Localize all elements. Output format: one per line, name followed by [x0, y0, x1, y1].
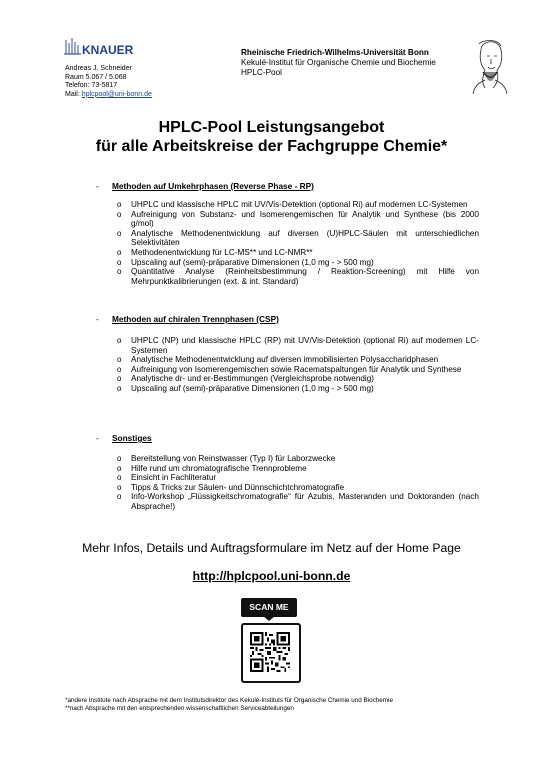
contact-name: Andreas J. Schneider — [65, 65, 132, 72]
section-heading-text: Sonstiges — [112, 433, 152, 443]
contact-block — [65, 65, 205, 99]
list-item-text: Aufreinigung von Substanz- und Isomerengemischen für Analytik und Synthese (bis 2000 g/mol) — [131, 209, 479, 229]
bullet: o — [117, 336, 122, 345]
section-heading-chiral-phase — [96, 314, 279, 324]
unit-name: HPLC-Pool — [241, 68, 282, 77]
bullet: o — [117, 482, 122, 492]
bullet: o — [117, 454, 122, 463]
contact-mail-line — [65, 91, 205, 100]
list-item-text: UHPLC und klassische HPLC mit UV/Vis-Detektion (optional Ri) auf modernen LC-Systemen — [131, 200, 468, 209]
contact-room: Raum 5.067 / 5.068 — [65, 73, 127, 81]
knauer-logo-text: KNAUER — [82, 43, 134, 57]
bullet: o — [117, 492, 122, 502]
footnote-2: **nach Absprache mit den entsprechenden wissenschaftlichen Serviceabteilungen — [65, 705, 294, 712]
misc-list — [117, 454, 479, 512]
bullet: o — [117, 209, 122, 219]
list-item — [117, 355, 479, 365]
reverse-phase-list — [117, 200, 479, 286]
contact-mail-link[interactable]: hplcpool@uni-bonn.de — [81, 90, 152, 98]
list-item-text: Tipps & Tricks zur Säulen- und Dünnschichtchromatografie — [131, 482, 345, 492]
list-item — [117, 267, 479, 286]
list-item — [117, 473, 479, 483]
chiral-phase-list — [117, 336, 479, 394]
bullet: o — [117, 355, 122, 365]
list-item — [117, 336, 479, 355]
list-item-text: Methodenentwicklung für LC-MS** und LC-NMR** — [131, 247, 313, 257]
bullet: o — [117, 383, 122, 393]
list-item-text: Hilfe rund um chromatografische Trennprobleme — [131, 463, 307, 473]
list-item — [117, 492, 479, 511]
bullet: o — [117, 247, 122, 257]
list-item — [117, 482, 479, 493]
bullet: o — [117, 374, 122, 384]
footnotes — [65, 697, 485, 713]
university-name: Rheinische Friedrich-Wilhelms-Universität Bonn — [241, 48, 429, 57]
section-dash: - — [96, 181, 99, 191]
homepage-link[interactable]: http://hplcpool.uni-bonn.de — [192, 569, 351, 583]
section-heading-text: Methoden auf chiralen Trennphasen (CSP) — [112, 314, 279, 324]
section-heading-text: Methoden auf Umkehrphasen (Reverse Phase - RP) — [112, 181, 314, 191]
bullet: o — [117, 473, 122, 483]
bullet: o — [117, 228, 122, 238]
list-item-text: Analytische dr- und er-Bestimmungen (Vergleichsprobe notwendig) — [131, 374, 375, 384]
more-info-text: Mehr Infos, Details und Auftragsformulare im Netz auf der Home Page — [82, 541, 461, 555]
title-line-1: HPLC-Pool Leistungsangebot — [158, 119, 385, 136]
scan-me-label: SCAN ME — [241, 598, 297, 617]
bullet: o — [117, 267, 122, 277]
institute-name: Kekulé-Institut für Organische Chemie und Biochemie — [241, 58, 436, 67]
qr-code-icon[interactable] — [250, 632, 290, 672]
list-item — [117, 228, 479, 248]
bullet: o — [117, 364, 122, 374]
list-item — [117, 463, 479, 474]
list-item-text: Upscaling auf (semi)-präparative Dimensionen (1,0 mg - > 500 mg) — [131, 383, 374, 393]
bullet: o — [117, 463, 122, 473]
title-line-2: für alle Arbeitskreise der Fachgruppe Chemie* — [95, 138, 448, 155]
bullet: o — [117, 200, 122, 209]
list-item — [117, 209, 479, 229]
list-item — [117, 454, 479, 464]
kekule-portrait-image — [467, 36, 513, 94]
list-item-text: Aufreinigung von Isomerengemischen sowie Racematspaltungen für Analytik und Synthese — [131, 364, 462, 374]
list-item — [117, 364, 479, 375]
section-dash: - — [96, 314, 99, 324]
list-item-text: Analytische Methodenentwicklung auf diversen immobilisierten Polysaccharidphasen — [131, 355, 439, 365]
list-item — [117, 200, 479, 210]
bullet: o — [117, 257, 122, 267]
section-dash: - — [96, 433, 99, 443]
section-heading-misc — [96, 433, 152, 443]
list-item-text: Info-Workshop „Flüssigkeitschromatografie“ für Azubis, Masteranden und Doktoranden (nach Absprache!) — [131, 492, 479, 511]
list-item — [117, 383, 479, 394]
page-title — [0, 118, 543, 156]
list-item-text: Quantitative Analyse (Reinheitsbestimmung / Reaktion-Screening) mit Hilfe von Mehrpunktkalibrierungen (ext. & int. Standard) — [131, 267, 479, 286]
contact-phone: Telefon: 73-5817 — [65, 82, 118, 90]
list-item-text: Bereitstellung von Reinstwasser (Typ I) für Laborzwecke — [131, 454, 336, 463]
list-item-text: UHPLC (NP) und klassische HPLC (RP) mit UV/Vis-Detektion (optional Ri) auf modernen LC-Systemen — [131, 336, 479, 355]
list-item-text: Analytische Methodenentwicklung auf diversen (U)HPLC-Säulen mit unterschiedlichen Selektivitäten — [131, 228, 479, 248]
contact-mail-label: Mail: — [65, 90, 82, 98]
list-item — [117, 257, 479, 268]
list-item — [117, 374, 479, 384]
section-heading-reverse-phase — [96, 181, 314, 191]
footnote-1: *andere Institute nach Absprache mit dem Institutsdirektor des Kekulé-Instituts für Organische Chemie und Biochemie — [65, 697, 393, 704]
list-item — [117, 247, 479, 258]
list-item-text: Einsicht in Fachliteratur — [131, 473, 217, 483]
knauer-logo — [62, 38, 154, 64]
institution-block — [241, 48, 461, 78]
list-item-text: Upscaling auf (semi)-präparative Dimensionen (1,0 mg - > 500 mg) — [131, 257, 374, 267]
scan-me-pointer — [263, 616, 275, 621]
